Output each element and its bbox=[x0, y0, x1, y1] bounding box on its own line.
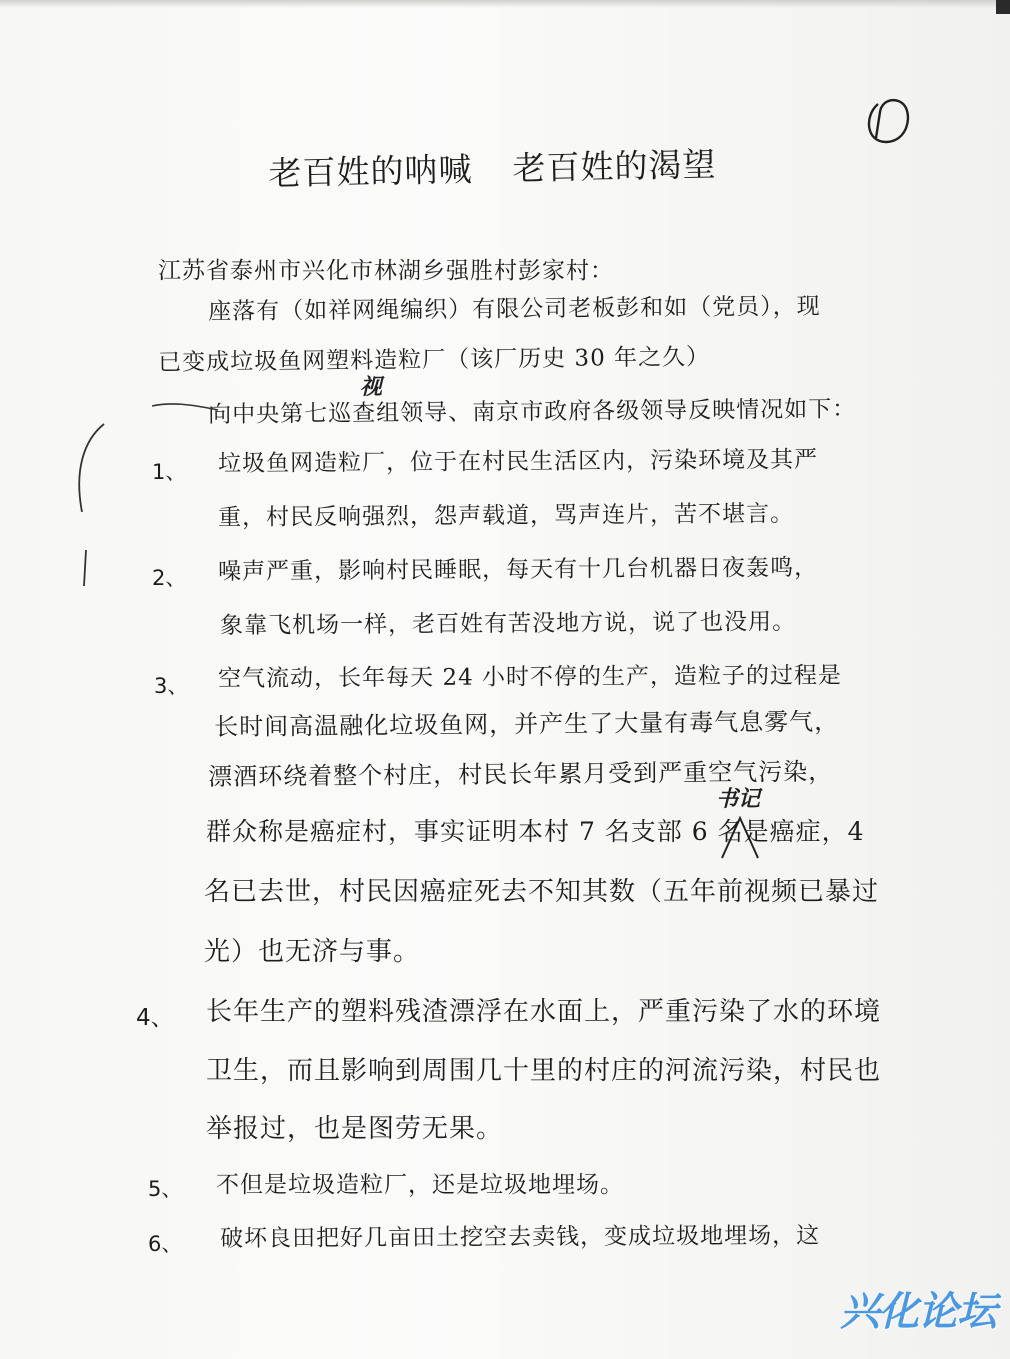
title-part-2: 老百姓的渴望 bbox=[512, 144, 717, 188]
item-3-line-6: 光）也无济与事。 bbox=[204, 937, 421, 967]
item-1-line-2: 重，村民反响强烈，怨声载道，骂声连片，苦不堪言。 bbox=[218, 500, 795, 531]
item-1-number: 1、 bbox=[152, 460, 187, 484]
item-3-line-3: 漂酒环绕着整个村庄，村民长年累月受到严重空气污染， bbox=[208, 757, 834, 791]
forum-watermark-logo: 兴化论坛 bbox=[840, 1289, 996, 1335]
item-2-line-1: 噪声严重，影响村民睡眠，每天有十几台机器日夜轰鸣， bbox=[218, 554, 819, 585]
handwritten-note-shi: 视 bbox=[360, 374, 383, 400]
address-line: 江苏省泰州市兴化市林湖乡强胜村彭家村： bbox=[158, 258, 614, 284]
item-6-line-1: 破坏良田把好几亩田土挖空去卖钱，变成垃圾地埋场，这 bbox=[220, 1222, 821, 1252]
document-title bbox=[268, 139, 717, 195]
item-6-number: 6、 bbox=[148, 1232, 183, 1256]
item-5-line-1: 不但是垃圾造粒厂，还是垃圾地埋场。 bbox=[216, 1172, 624, 1198]
item-3-line-2: 长时间高温融化垃圾鱼网，并产生了大量有毒气息雾气， bbox=[214, 707, 840, 741]
handwritten-note-shuji: 书记 bbox=[716, 786, 761, 812]
item-1-line-1: 垃圾鱼网造粒厂，位于在村民生活区内，污染环境及其严 bbox=[218, 446, 819, 477]
item-4-line-2: 卫生，而且影响到周围几十里的村庄的河流污染，村民也 bbox=[206, 1056, 882, 1086]
item-3-line-4: 群众称是癌症村，事实证明本村 7 名支部 6 名是癌症，4 bbox=[206, 817, 865, 846]
item-4-line-1: 长年生产的塑料残渣漂浮在水面上，严重污染了水的环境 bbox=[206, 997, 882, 1027]
handwritten-circled-mark bbox=[860, 92, 920, 152]
intro-line-3: 向中央第七巡查组领导、南京市政府各级领导反映情况如下： bbox=[208, 396, 857, 428]
page-top-edge bbox=[0, 0, 1010, 8]
intro-line-2: 已变成垃圾鱼网塑料造粒厂（该厂历史 30 年之久） bbox=[158, 344, 711, 376]
handwritten-line-mark bbox=[150, 398, 220, 418]
intro-line-1: 座落有（如祥网绳编织）有限公司老板彭和如（党员），现 bbox=[208, 293, 821, 325]
item-2-number: 2、 bbox=[152, 566, 187, 590]
title-part-1: 老百姓的呐喊 bbox=[268, 149, 473, 193]
item-4-number: 4、 bbox=[136, 1005, 174, 1031]
handwritten-margin-bracket bbox=[70, 420, 110, 590]
page-corner-shadow bbox=[996, 0, 1010, 14]
item-3-number: 3、 bbox=[154, 674, 189, 698]
item-2-line-2: 象靠飞机场一样，老百姓有苦没地方说，说了也没用。 bbox=[220, 608, 797, 639]
item-4-line-3: 举报过，也是图劳无果。 bbox=[206, 1114, 504, 1144]
item-3-line-1: 空气流动，长年每天 24 小时不停的生产，造粒子的过程是 bbox=[218, 662, 843, 692]
item-3-line-5: 名已去世，村民因癌症死去不知其数（五年前视频已暴过 bbox=[204, 877, 880, 907]
item-5-number: 5、 bbox=[148, 1177, 183, 1201]
